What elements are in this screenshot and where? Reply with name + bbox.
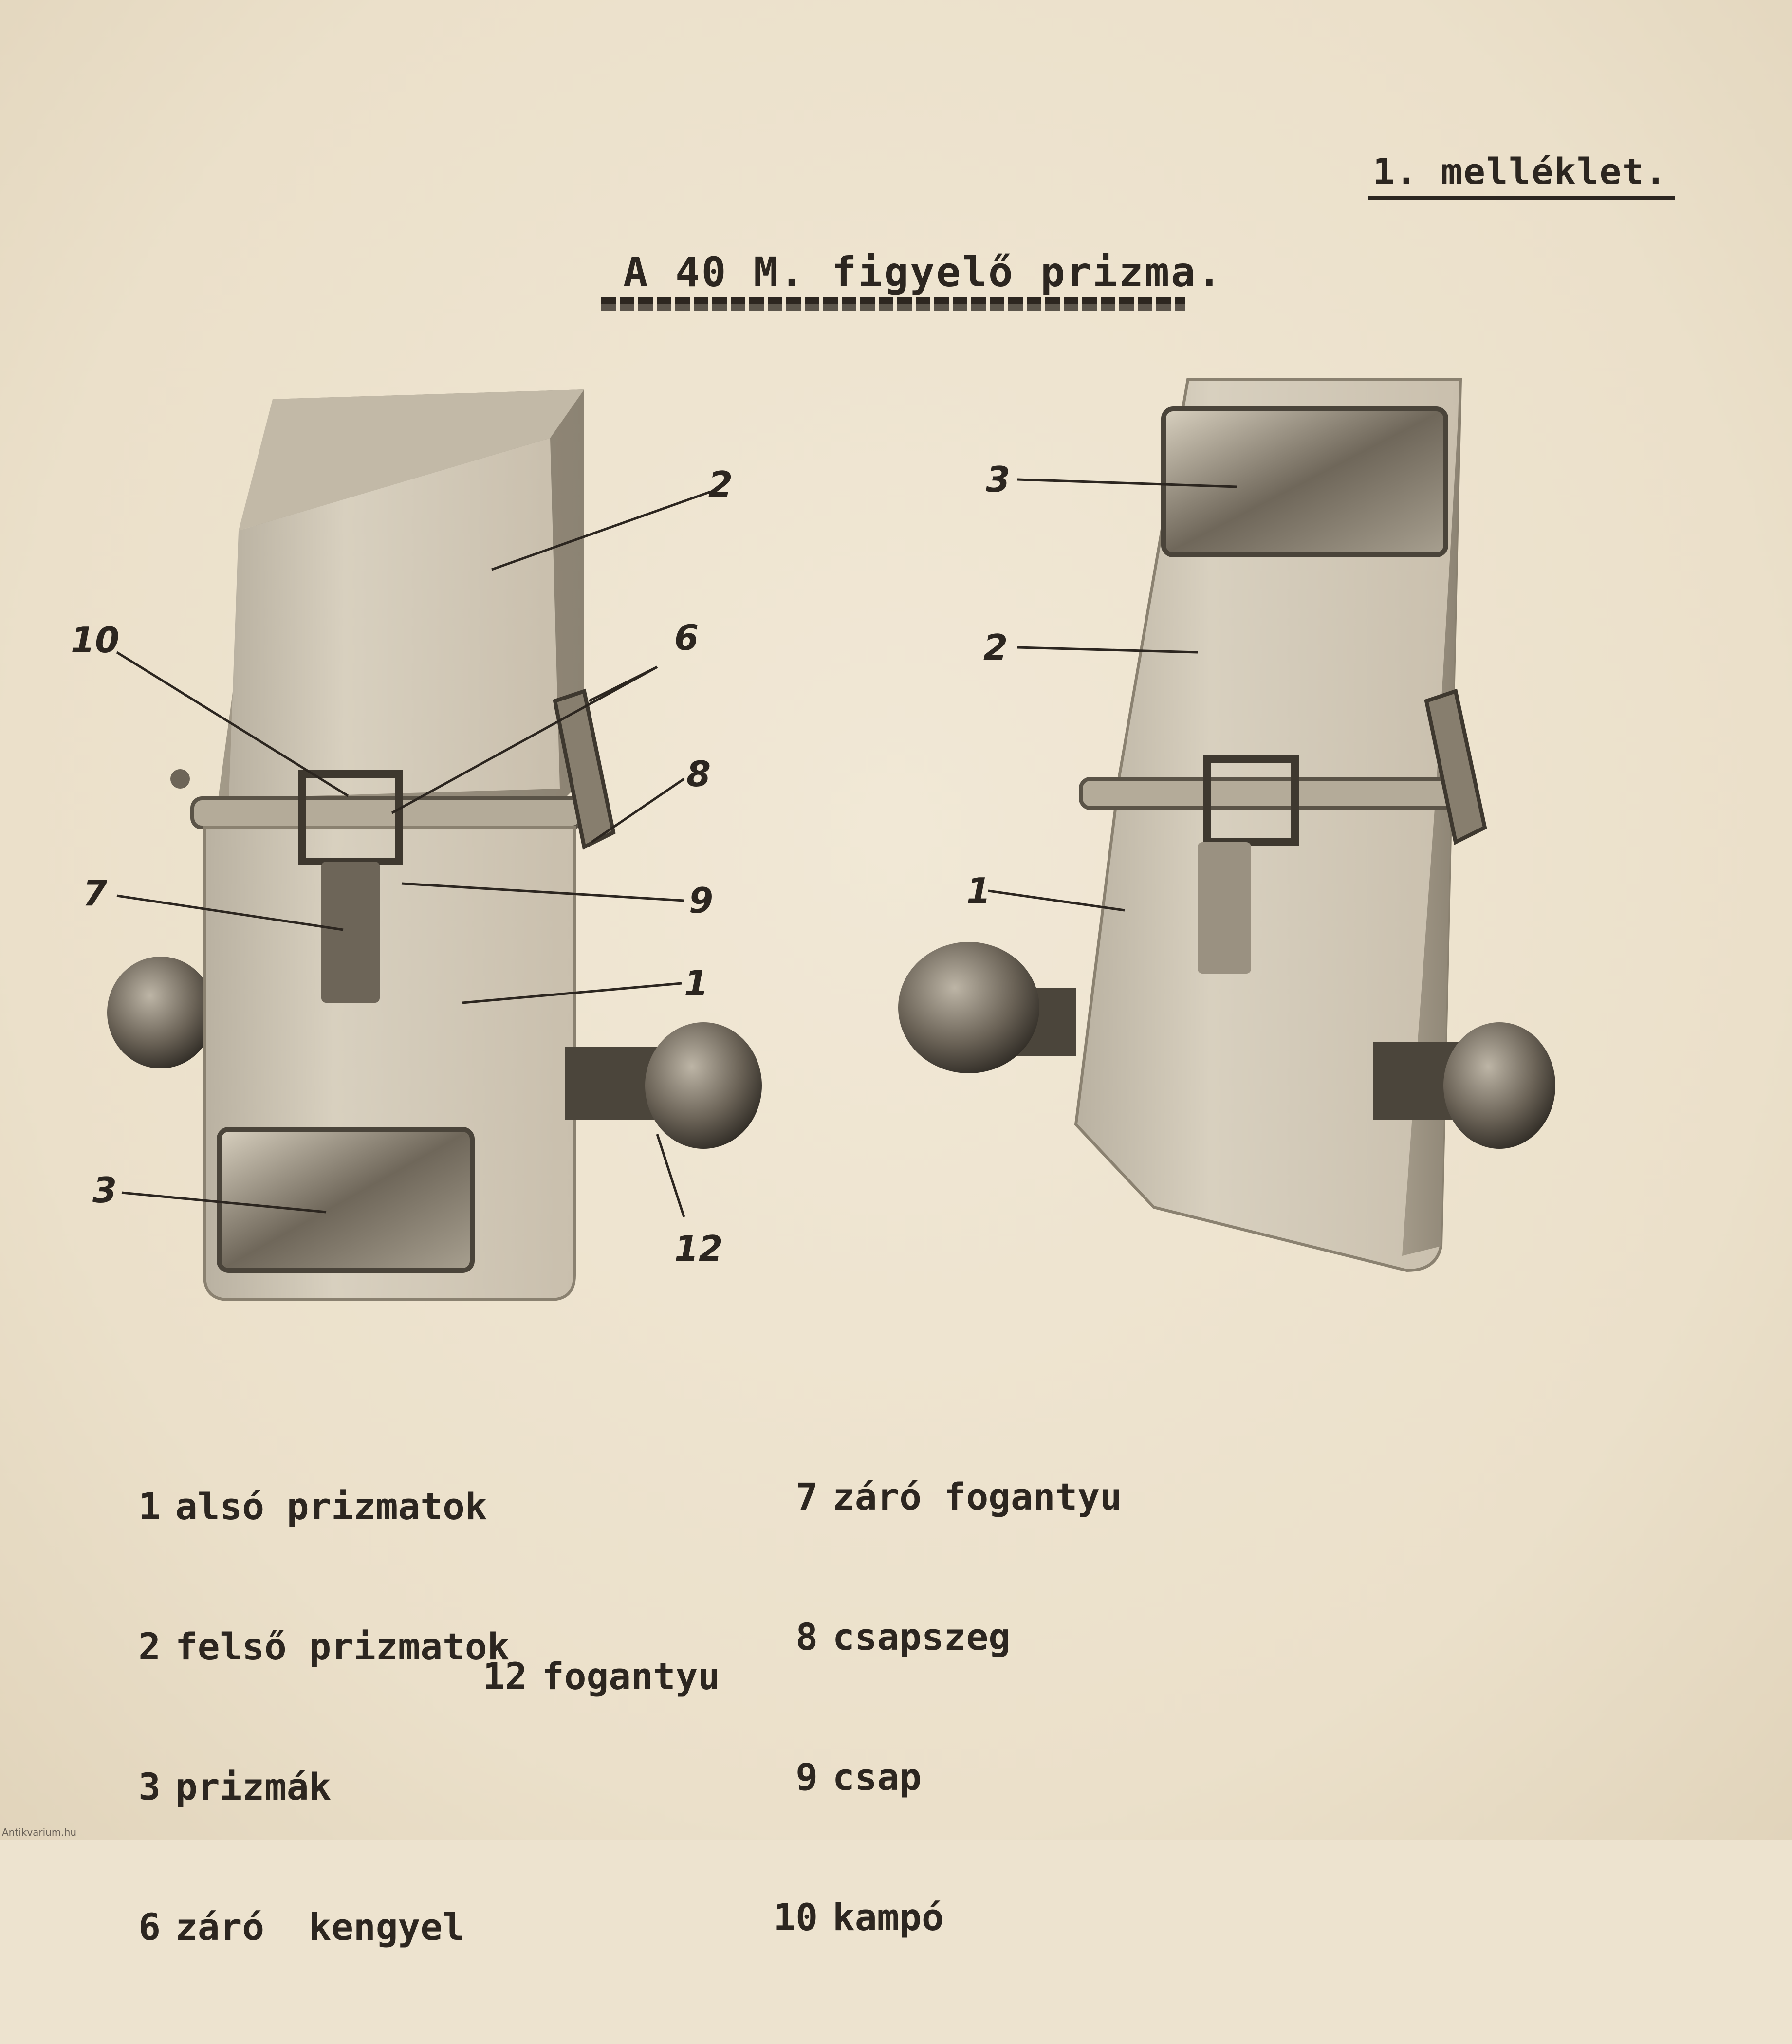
left-knob-rear	[107, 957, 214, 1068]
left-callout-1: 1	[684, 963, 709, 1004]
right-callout-1: 1	[966, 870, 991, 911]
legend-item: 6 záró kengyel	[138, 1905, 465, 1949]
left-callout-2: 2	[708, 464, 733, 505]
right-latch-handle	[1198, 842, 1251, 974]
legend-bottom-item: 12 fogantyu	[482, 1655, 720, 1698]
legend-item: 9 csap	[795, 1755, 922, 1799]
right-callout-2: 2	[983, 627, 1008, 668]
left-callout-3: 3	[92, 1170, 117, 1211]
right-knob-left	[898, 942, 1039, 1073]
legend-item: 10 kampó	[773, 1896, 944, 1939]
left-callout-12: 12	[674, 1228, 723, 1269]
left-lower-prism-window	[219, 1129, 472, 1271]
watermark: Antikvarium.hu	[2, 1826, 77, 1838]
right-periscope	[898, 380, 1555, 1271]
left-periscope	[107, 389, 762, 1300]
left-callout-8: 8	[686, 754, 711, 794]
right-knob-right	[1443, 1022, 1555, 1149]
legend-item: 3 prizmák	[138, 1765, 332, 1808]
legend-right-column	[759, 1380, 1122, 2034]
left-callout-9: 9	[689, 880, 714, 921]
left-knob-front	[645, 1022, 762, 1149]
left-callout-6: 6	[674, 617, 699, 658]
document-title: A 40 M. figyelő prizma.	[623, 248, 1223, 296]
right-upper-prism-window	[1164, 409, 1446, 555]
left-callout-10: 10	[71, 620, 120, 661]
legend-item: 8 csapszeg	[795, 1615, 1011, 1658]
left-latch-handle	[321, 862, 380, 1003]
right-callout-3: 3	[986, 459, 1011, 500]
annex-label: 1. melléklet.	[1373, 151, 1668, 193]
legend-item: 1 alsó prizmatok	[138, 1485, 487, 1528]
legend-item: 7 záró fogantyu	[795, 1475, 1122, 1518]
legend-item: 2 felső prizmatok	[138, 1625, 510, 1668]
left-callout-7: 7	[83, 873, 108, 914]
